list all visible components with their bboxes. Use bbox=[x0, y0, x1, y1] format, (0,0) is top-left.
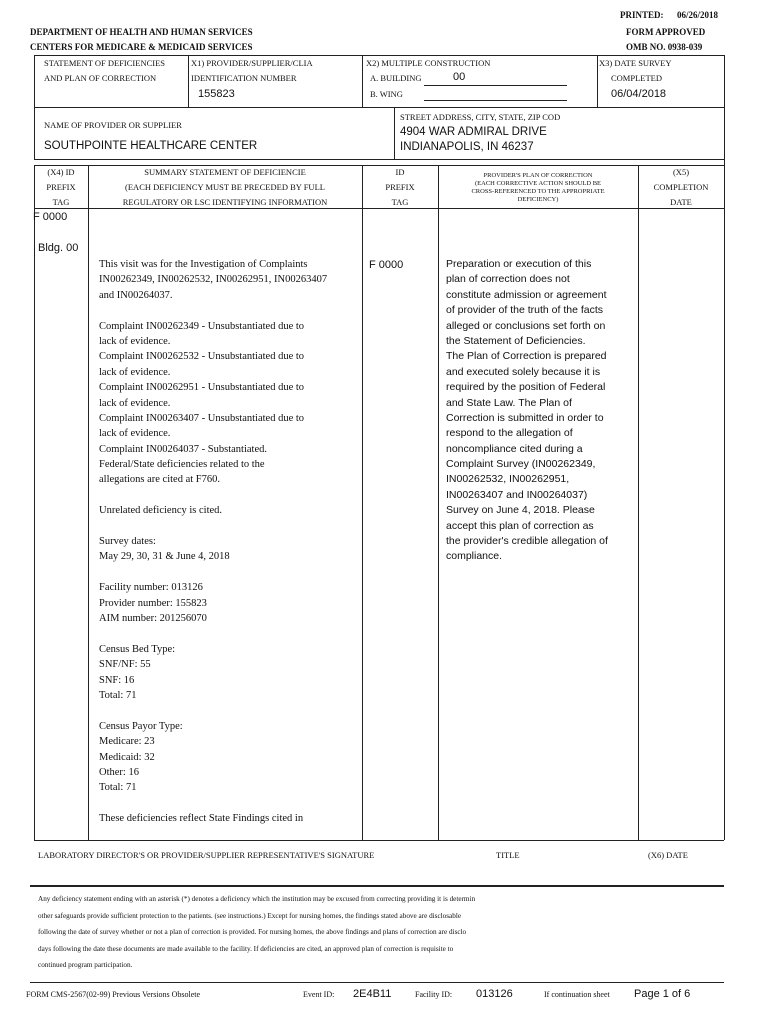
summary-line bbox=[99, 703, 327, 718]
wing-label: B. WING bbox=[370, 89, 403, 99]
x4-id-label: (X4) ID bbox=[47, 167, 75, 177]
summary-line: Complaint IN00262532 - Unsubstantiated due to bbox=[99, 351, 305, 363]
summary-sublabel2: REGULATORY OR LSC IDENTIFYING INFORMATION bbox=[122, 197, 328, 207]
facility-id-value: 013126 bbox=[476, 988, 513, 1000]
event-id-value: 2E4B11 bbox=[353, 988, 392, 1000]
summary-line bbox=[99, 303, 327, 318]
centers-name: CENTERS FOR MEDICARE & MEDICAID SERVICES bbox=[30, 42, 253, 52]
address-label: STREET ADDRESS, CITY, STATE, ZIP COD bbox=[400, 112, 561, 122]
disclaimer bbox=[38, 895, 475, 978]
summary-line bbox=[99, 796, 327, 811]
plan-sublabel2: CROSS-REFERENCED TO THE APPROPRIATE bbox=[471, 188, 605, 195]
summary-line: Complaint IN00262951 - Unsubstantiated due to bbox=[99, 382, 305, 394]
printed-date: 06/26/2018 bbox=[677, 10, 719, 20]
x3-label: X3) DATE SURVEY bbox=[599, 58, 672, 68]
summary-line: This visit was for the Investigation of Complaints bbox=[99, 259, 308, 270]
summary-line: lack of evidence. bbox=[99, 366, 171, 378]
x5-completion-label: COMPLETION bbox=[653, 182, 709, 192]
summary-line bbox=[99, 519, 327, 534]
form-number: FORM CMS-2567(02-99) Previous Versions Obsolete bbox=[26, 990, 201, 999]
id-prefix-label: PREFIX bbox=[385, 182, 415, 192]
plan-line: required by the position of Federal bbox=[446, 381, 606, 394]
summary-line: SNF: 16 bbox=[99, 674, 135, 686]
summary-line: AIM number: 201256070 bbox=[99, 612, 207, 624]
plan-line: and State Law. The Plan of bbox=[446, 396, 572, 409]
tag-left: F 0000 bbox=[33, 211, 68, 223]
disclaimer-line: other safeguards provide sufficient protection to the patients. (see instructions.) Except for nursing homes, the findings stated above are disclosable bbox=[38, 911, 462, 920]
summary-line: Census Bed Type: bbox=[99, 643, 176, 655]
summary-sublabel: (EACH DEFICIENCY MUST BE PRECEDED BY FULL bbox=[125, 182, 325, 192]
summary-line: These deficiencies reflect State Findings cited in bbox=[99, 813, 304, 825]
summary-line: Survey dates: bbox=[99, 536, 156, 548]
x3-sublabel: COMPLETED bbox=[611, 73, 662, 83]
summary-line bbox=[99, 565, 327, 580]
plan-line: constitute admission or agreement bbox=[446, 288, 607, 301]
disclaimer-line: continued program participation. bbox=[38, 961, 133, 969]
id-label: ID bbox=[395, 167, 405, 177]
summary-line: lack of evidence. bbox=[99, 335, 171, 347]
summary-line: Other: 16 bbox=[99, 766, 139, 778]
x1-label: X1) PROVIDER/SUPPLIER/CLIA bbox=[191, 58, 313, 68]
statement-label: STATEMENT OF DEFICIENCIES bbox=[44, 58, 166, 68]
page-number: Page 1 of 6 bbox=[634, 988, 691, 1000]
plan-line: noncompliance cited during a bbox=[446, 442, 583, 455]
plan-line: IN00263407 and IN00264037) bbox=[446, 488, 588, 501]
plan-line: alleged or conclusions set forth on bbox=[446, 319, 606, 332]
summary-line: Unrelated deficiency is cited. bbox=[99, 505, 223, 517]
summary-label: SUMMARY STATEMENT OF DEFICIENCIE bbox=[144, 167, 306, 177]
plan-line: plan of correction does not bbox=[446, 273, 570, 286]
provider-name-label: NAME OF PROVIDER OR SUPPLIER bbox=[44, 120, 182, 130]
disclaimer-line: days following the date these documents are made available to the facility. If deficiencies are cited, an approved plan of correction is requisite to bbox=[38, 944, 454, 953]
summary-line: and IN00264037. bbox=[99, 289, 173, 301]
x5-label: (X5) bbox=[672, 167, 690, 177]
x1-sublabel: IDENTIFICATION NUMBER bbox=[191, 73, 297, 83]
summary-line: IN00262349, IN00262532, IN00262951, IN00263407 bbox=[99, 274, 328, 286]
plan-line: the Statement of Deficiencies. bbox=[446, 334, 586, 347]
summary-line: Census Payor Type: bbox=[99, 720, 183, 732]
plan-text bbox=[446, 257, 608, 565]
address-line1: 4904 WAR ADMIRAL DRIVE bbox=[400, 126, 547, 138]
summary-line: SNF/NF: 55 bbox=[99, 659, 151, 671]
id-tag-label: TAG bbox=[391, 197, 409, 207]
summary-line: Facility number: 013126 bbox=[99, 582, 203, 594]
plan-sublabel3: DEFICIENCY) bbox=[517, 196, 559, 203]
summary-line: Provider number: 155823 bbox=[99, 597, 207, 609]
plan-line: of provider of the truth of the facts bbox=[446, 304, 604, 317]
summary-line: Medicaid: 32 bbox=[99, 751, 155, 763]
plan-line: Correction is submitted in order to bbox=[446, 411, 604, 424]
summary-line: lack of evidence. bbox=[99, 428, 171, 440]
continuation-label: If continuation sheet bbox=[544, 990, 610, 999]
disclaimer-line: Any deficiency statement ending with an asterisk (*) denotes a deficiency which the institution may be excused from correcting providing it is determin bbox=[38, 895, 476, 903]
x4-tag-label: TAG bbox=[52, 197, 70, 207]
building-value: 00 bbox=[453, 71, 466, 83]
form-approved: FORM APPROVED bbox=[626, 27, 706, 37]
x6-date-label: (X6) DATE bbox=[648, 850, 688, 860]
summary-line: Complaint IN00264037 - Substantiated. bbox=[99, 443, 267, 455]
omb-number: OMB NO. 0938-039 bbox=[626, 42, 703, 52]
summary-line: Complaint IN00263407 - Unsubstantiated due to bbox=[99, 412, 305, 424]
plan-line: Survey on June 4, 2018. Please bbox=[446, 504, 595, 517]
building-tag: Bldg. 00 bbox=[38, 242, 79, 254]
survey-completed-date: 06/04/2018 bbox=[611, 88, 667, 100]
plan-label: PROVIDER'S PLAN OF CORRECTION bbox=[483, 172, 593, 179]
plan-line: compliance. bbox=[446, 550, 503, 563]
plan-line: Complaint Survey (IN00262349, bbox=[446, 458, 596, 471]
plan-line: the provider's credible allegation of bbox=[446, 535, 608, 548]
summary-line bbox=[99, 626, 327, 641]
x5-date-label: DATE bbox=[670, 197, 692, 207]
title-label: TITLE bbox=[496, 850, 520, 860]
summary-line: Total: 71 bbox=[99, 689, 137, 701]
x2-label: X2) MULTIPLE CONSTRUCTION bbox=[366, 58, 491, 68]
summary-line: Complaint IN00262349 - Unsubstantiated due to bbox=[99, 320, 305, 332]
plan-line: IN00262532, IN00262951, bbox=[446, 473, 570, 486]
plan-line: accept this plan of correction as bbox=[446, 519, 594, 532]
summary-line: Federal/State deficiencies related to the bbox=[99, 459, 265, 471]
plan-line: Preparation or execution of this bbox=[446, 258, 592, 270]
lab-director-signature-label: LABORATORY DIRECTOR'S OR PROVIDER/SUPPLIER REPRESENTATIVE'S SIGNATURE bbox=[38, 850, 375, 860]
facility-id-label: Facility ID: bbox=[415, 990, 453, 999]
summary-line: lack of evidence. bbox=[99, 397, 171, 409]
event-id-label: Event ID: bbox=[303, 990, 335, 999]
x4-prefix-label: PREFIX bbox=[46, 182, 76, 192]
summary-line: Total: 71 bbox=[99, 782, 137, 794]
printed-label: PRINTED: bbox=[620, 10, 664, 20]
plan-line: and executed solely because it is bbox=[446, 365, 601, 378]
plan-sublabel: (EACH CORRECTIVE ACTION SHOULD BE bbox=[474, 180, 602, 187]
plan-line: respond to the allegation of bbox=[446, 427, 573, 440]
department-name: DEPARTMENT OF HEALTH AND HUMAN SERVICES bbox=[30, 27, 253, 37]
summary-line: May 29, 30, 31 & June 4, 2018 bbox=[99, 551, 230, 563]
summary-line bbox=[99, 488, 327, 503]
tag-right: F 0000 bbox=[369, 259, 404, 271]
plan-of-correction-label: AND PLAN OF CORRECTION bbox=[44, 73, 157, 83]
summary-line: Medicare: 23 bbox=[99, 736, 155, 748]
provider-id-value: 155823 bbox=[198, 88, 235, 100]
summary-line: allegations are cited at F760. bbox=[99, 474, 221, 486]
disclaimer-line: following the date of survey whether or not a plan of correction is provided. For nursing homes, the above findings and plans of correction are disclo bbox=[38, 928, 467, 936]
plan-line: The Plan of Correction is prepared bbox=[446, 350, 607, 363]
provider-name-value: SOUTHPOINTE HEALTHCARE CENTER bbox=[44, 140, 258, 152]
building-label: A. BUILDING bbox=[370, 73, 422, 83]
summary-text bbox=[99, 257, 327, 826]
address-line2: INDIANAPOLIS, IN 46237 bbox=[400, 141, 534, 153]
